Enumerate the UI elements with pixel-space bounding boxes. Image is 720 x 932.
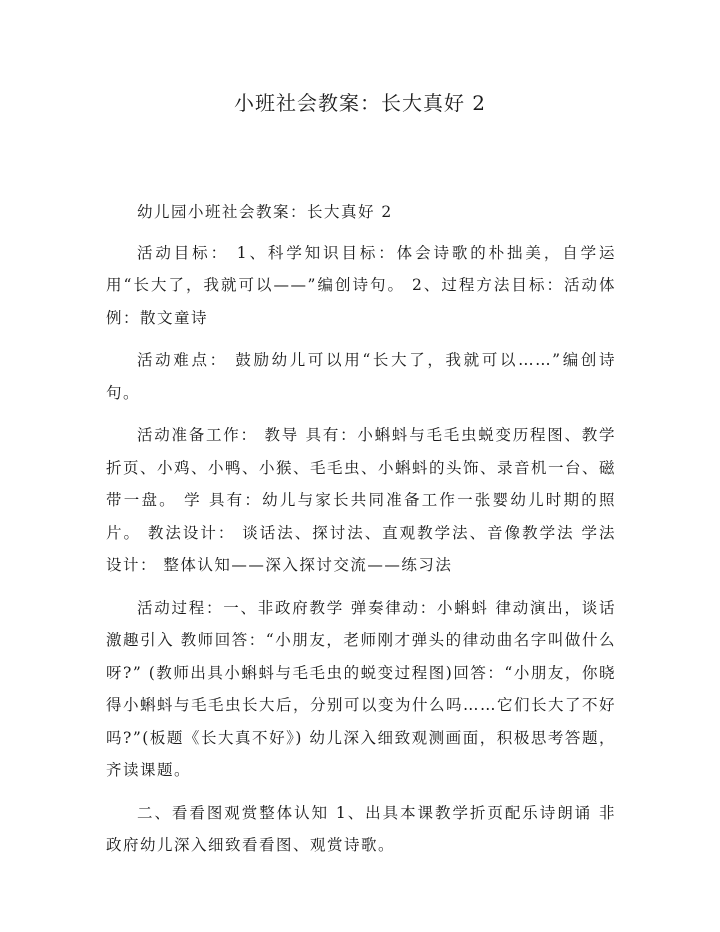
paragraph-objectives: 活动目标： 1、科学知识目标：体会诗歌的朴拙美，自学运用“长大了，我就可以——”编创诗句。 2、过程方法目标：活动体例：散文童诗 xyxy=(106,243,616,327)
paragraph-difficulty: 活动难点： 鼓励幼儿可以用“长大了，我就可以……”编创诗句。 xyxy=(106,351,616,402)
paragraph-process: 活动过程：一、非政府教学 弹奏律动：小蝌蚪 律动演出，谈话激趣引入 教师回答：“小朋友，老师刚才弹头的律动曲名字叫做什么呀?” (教师出具小蝌蚪与毛毛虫的蜕变过程图)回答：“小朋友，你晓得小蝌蚪与毛毛虫长大后，分别可以变为什么吗……它们长大了不好吗?”(板题《长大真不好》) 幼儿深入细致观测画面，积极思考答题，齐读课题。 xyxy=(106,598,617,779)
document-body xyxy=(106,196,616,872)
paragraph-preparation: 活动准备工作： 教导 具有：小蝌蚪与毛毛虫蜕变历程图、教学折页、小鸡、小鸭、小猴、毛毛虫、小蝌蚪的头饰、录音机一台、磁带一盘。 学 具有：幼儿与家长共同准备工作一张婴幼儿时期的照片。 教法设计： 谈话法、探讨法、直观教学法、音像教学法 学法设计： 整体认知——深入探讨交流——练习法 xyxy=(106,426,617,574)
paragraph-appreciation: 二、看看图观赏整体认知 1、出具本课教学折页配乐诗朗诵 非政府幼儿深入细致看看图、观赏诗歌。 xyxy=(106,803,616,854)
paragraph-subtitle: 幼儿园小班社会教案：长大真好 2 xyxy=(137,203,393,221)
document-title: 小班社会教案：长大真好 2 xyxy=(233,91,487,115)
